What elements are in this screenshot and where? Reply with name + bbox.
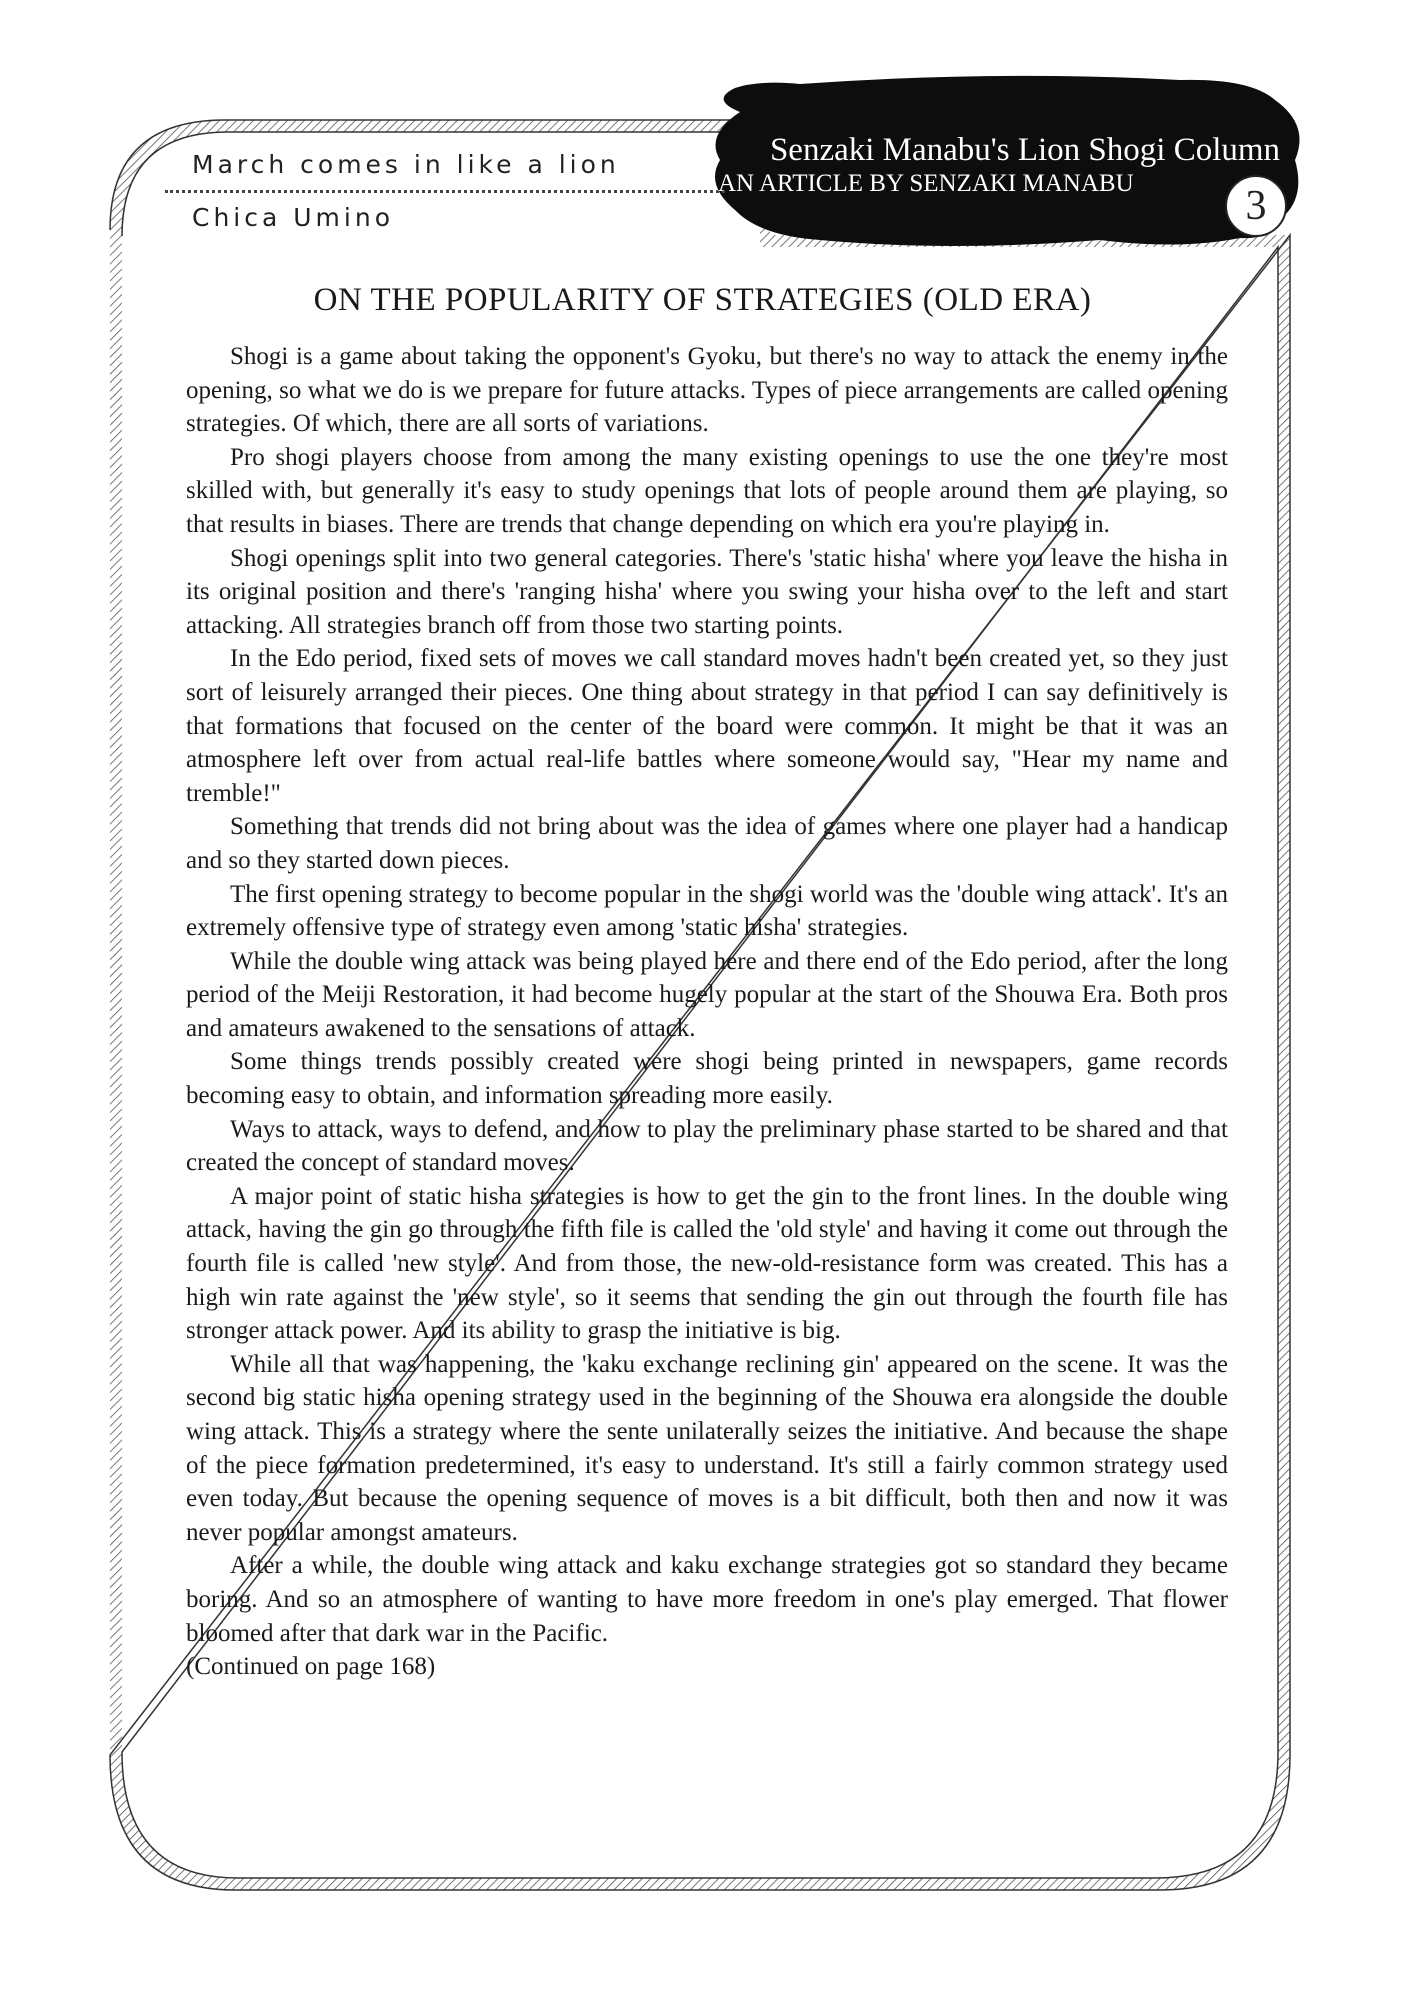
paragraph: The first opening strategy to become popular in the shogi world was the 'double wing attack'. It's an extremely offensive type of strategy even among 'static hisha' strategies.	[186, 880, 1228, 942]
paragraph: A major point of static hisha strategies is how to get the gin to the front lines. In the double wing attack, having the gin go through the fifth file is called the 'old style' and having it come out through the fourth file is called 'new style'. And from those, the new-old-resistance form was created. This has a high win rate against the 'new style', so it seems that sending the gin out through the fourth file has stronger attack power. And its ability to grasp the initiative is big.	[186, 1182, 1228, 1345]
column-title: Senzaki Manabu's Lion Shogi Column	[769, 132, 1281, 168]
paragraph: Something that trends did not bring about was the idea of games where one player had a handicap and so they started down pieces.	[186, 813, 1228, 874]
author-name: Chica Umino	[192, 203, 394, 232]
paragraph: While all that was happening, the 'kaku exchange reclining gin' appeared on the scene. It was the second big static hisha opening strategy used in the beginning of the Shouwa era alongside the double wing attack. This is a strategy where the sente unilaterally seizes the initiative. And because the shape of the piece formation predetermined, it's easy to understand. It's still a fairly common strategy used even today. But because the opening sequence of moves is a bit difficult, both then and now it was never popular amongst amateurs.	[186, 1350, 1228, 1546]
article-body	[186, 340, 1228, 1684]
series-title: March comes in like a lion	[192, 150, 620, 179]
paragraph: Pro shogi players choose from among the many existing openings to use the one they're most skilled with, but generally it's easy to study openings that lots of people around them are playing, so that results in biases. There are trends that change depending on which era you're playing in.	[186, 443, 1228, 538]
paragraph: In the Edo period, fixed sets of moves we call standard moves hadn't been created yet, so they just sort of leisurely arranged their pieces. One thing about strategy in that period I can say definitively is that formations that focused on the center of the board were common. It might be that it was an atmosphere left over from actual real-life battles where someone would say, "Hear my name and tremble!"	[186, 645, 1228, 807]
article-title: ON THE POPULARITY OF STRATEGIES (OLD ERA)	[313, 282, 1092, 318]
header-divider	[165, 190, 725, 193]
column-number: 3	[1245, 183, 1267, 229]
paragraph: Ways to attack, ways to defend, and how to play the preliminary phase started to be shared and that created the concept of standard moves.	[186, 1115, 1228, 1177]
paragraph: While the double wing attack was being played here and there end of the Edo period, after the long period of the Meiji Restoration, it had become hugely popular at the start of the Shouwa Era. Both pros and amateurs awakened to the sensations of attack.	[186, 947, 1228, 1042]
paragraph: Shogi openings split into two general categories. There's 'static hisha' where you leave the hisha in its original position and there's 'ranging hisha' where you swing your hisha over to the left and start attacking. All strategies branch off from those two starting points.	[186, 544, 1228, 639]
paragraph: Some things trends possibly created were shogi being printed in newspapers, game records becoming easy to obtain, and information spreading more easily.	[186, 1048, 1228, 1110]
paragraph: Shogi is a game about taking the opponent's Gyoku, but there's no way to attack the enemy in the opening, so what we do is we prepare for future attacks. Types of piece arrangements are called opening strategies. Of which, there are all sorts of variations.	[186, 343, 1228, 438]
column-subtitle: AN ARTICLE BY SENZAKI MANABU	[718, 170, 1134, 197]
paragraph: After a while, the double wing attack and kaku exchange strategies got so standard they became boring. And so an atmosphere of wanting to have more freedom in one's play emerged. That flower bloomed after that dark war in the Pacific.	[186, 1552, 1228, 1647]
continued-note: (Continued on page 168)	[186, 1653, 436, 1681]
